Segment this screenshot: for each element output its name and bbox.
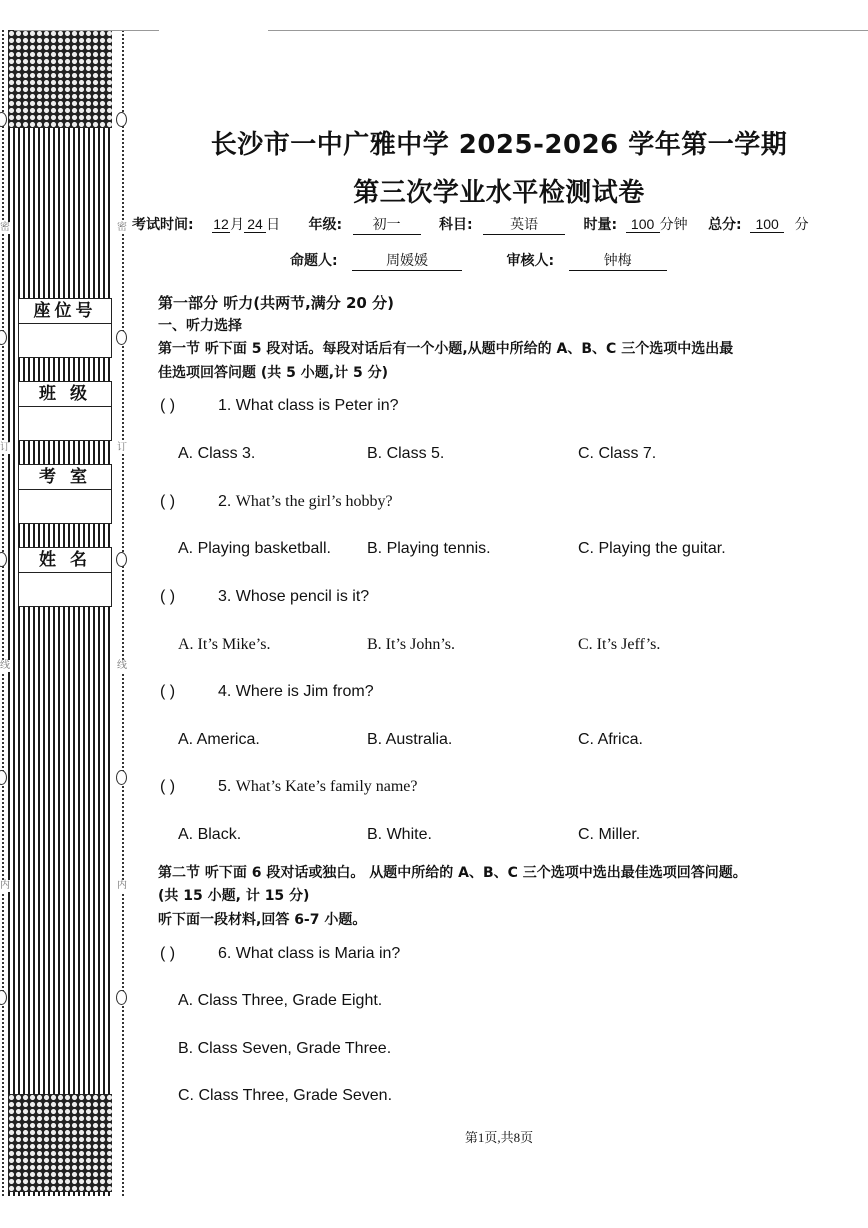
binding-hole [0, 112, 7, 127]
seal-char: 线 [0, 660, 10, 671]
seal-dotted-line [122, 30, 124, 1196]
section2-material-note: 听下面一段材料,回答 6-7 小题。 [158, 912, 367, 928]
exam-month: 12 [213, 216, 229, 232]
option-b: B. Class Seven, Grade Three. [178, 1040, 392, 1057]
exam-time-label: 考试时间: [132, 217, 194, 233]
binding-hole [0, 990, 7, 1005]
option-a: A. Class Three, Grade Eight. [178, 992, 383, 1009]
duration-value: 100 [626, 216, 660, 233]
option-c: C. Class Three, Grade Seven. [178, 1087, 393, 1104]
section2-instructions-cont: (共 15 小题, 计 15 分) [158, 888, 310, 904]
answer-bracket[interactable]: ( ) [160, 945, 176, 962]
grade-label: 年级: [308, 217, 343, 233]
exam-room-field[interactable] [19, 490, 111, 523]
question-number: 6. [218, 945, 232, 962]
binding-hole [116, 112, 127, 127]
option-a: A. Playing basketball. [178, 540, 331, 557]
section1-instructions-cont: 佳选项回答问题 (共 5 小题,计 5 分) [158, 365, 388, 381]
question-2 [160, 493, 393, 511]
option-c: C. Africa. [578, 731, 643, 748]
reviewer-value: 钟梅 [569, 250, 667, 271]
reviewer-label: 审核人: [506, 253, 555, 269]
subject-label: 科目: [439, 217, 473, 233]
question-number: 2. [218, 493, 232, 510]
duration-unit: 分钟 [659, 217, 688, 233]
author-row [290, 250, 667, 271]
class-label: 班 级 [19, 382, 111, 407]
exam-room-box[interactable] [18, 464, 112, 524]
question-1 [160, 397, 399, 415]
seat-number-label: 座位号 [19, 299, 111, 324]
option-b: B. It’s John’s. [367, 636, 456, 653]
name-box[interactable] [18, 547, 112, 607]
binding-pattern-top [8, 30, 112, 128]
section1-instructions: 第一节 听下面 5 段对话。每段对话后有一个小题,从题中所给的 A、B、C 三个选项中选出最 [158, 341, 734, 357]
page-footer: 第1页,共8页 [464, 1130, 534, 1145]
exam-title: 长沙市一中广雅中学 2025-2026 学年第一学期 [210, 130, 788, 160]
answer-bracket[interactable]: ( ) [160, 778, 176, 795]
section2-instructions: 第二节 听下面 6 段对话或独白。 从题中所给的 A、B、C 三个选项中选出最佳选项回答问题。 [158, 865, 747, 881]
answer-bracket[interactable]: ( ) [160, 588, 176, 605]
grade-value: 初一 [353, 214, 421, 235]
option-a: A. Black. [178, 826, 242, 843]
seat-number-field[interactable] [19, 324, 111, 357]
left-dotted-line [2, 30, 4, 1196]
score-unit: 分 [794, 217, 809, 233]
option-a: A. It’s Mike’s. [178, 636, 271, 653]
author-value: 周媛媛 [352, 250, 462, 271]
month-unit: 月 [230, 217, 245, 233]
option-a: A. America. [178, 731, 260, 748]
duration-label: 时量: [583, 217, 618, 233]
author-label: 命题人: [290, 253, 338, 269]
option-a: A. Class 3. [178, 445, 256, 462]
class-field[interactable] [19, 407, 111, 440]
question-5 [160, 778, 418, 796]
answer-bracket[interactable]: ( ) [160, 493, 176, 510]
exam-info-row [132, 214, 809, 235]
question-3 [160, 588, 369, 606]
score-label: 总分: [708, 217, 742, 233]
question-text: What class is Peter in? [235, 397, 399, 414]
option-b: B. Class 5. [367, 445, 445, 462]
option-b: B. Australia. [367, 731, 453, 748]
seal-char: 密 [117, 222, 127, 233]
question-4 [160, 683, 374, 701]
subject-value: 英语 [483, 214, 565, 235]
question-text: Whose pencil is it? [235, 588, 370, 605]
exam-subtitle: 第三次学业水平检测试卷 [353, 178, 645, 208]
question-text: What’s Kate’s family name? [235, 778, 418, 795]
question-text: What class is Maria in? [235, 945, 401, 962]
option-b: B. White. [367, 826, 432, 843]
seal-char: 内 [117, 880, 127, 891]
class-box[interactable] [18, 381, 112, 441]
option-c: C. Playing the guitar. [578, 540, 726, 557]
part1-subtitle: 一、听力选择 [158, 318, 242, 334]
question-number: 4. [218, 683, 232, 700]
part1-title: 第一部分 听力(共两节,满分 20 分) [158, 294, 394, 312]
seal-char: 内 [0, 880, 10, 891]
question-text: Where is Jim from? [235, 683, 374, 700]
exam-day: 24 [244, 216, 266, 233]
binding-pattern-bottom [8, 1094, 112, 1192]
score-value: 100 [750, 216, 784, 233]
exam-room-label: 考 室 [19, 465, 111, 490]
seal-char: 线 [117, 660, 127, 671]
option-b: B. Playing tennis. [367, 540, 491, 557]
option-c: C. Miller. [578, 826, 641, 843]
question-6 [160, 945, 400, 963]
top-rule [268, 30, 868, 31]
answer-bracket[interactable]: ( ) [160, 397, 176, 414]
question-text: What’s the girl’s hobby? [235, 493, 393, 510]
seal-char: 密 [0, 222, 10, 233]
option-c: C. Class 7. [578, 445, 657, 462]
binding-strip [8, 30, 112, 1196]
seat-number-box[interactable] [18, 298, 112, 358]
question-number: 5. [218, 778, 232, 795]
day-unit: 日 [266, 217, 281, 233]
name-label: 姓 名 [19, 548, 111, 573]
binding-hole [116, 770, 127, 785]
option-c: C. It’s Jeff’s. [578, 636, 661, 653]
name-field[interactable] [19, 573, 111, 606]
binding-hole [116, 330, 127, 345]
question-number: 1. [218, 397, 232, 414]
binding-hole [116, 552, 127, 567]
binding-hole [0, 552, 7, 567]
binding-hole [0, 330, 7, 345]
binding-hole [0, 770, 7, 785]
question-number: 3. [218, 588, 232, 605]
seal-char: 订 [0, 442, 10, 453]
top-rule [14, 30, 159, 31]
answer-bracket[interactable]: ( ) [160, 683, 176, 700]
seal-char: 订 [117, 442, 127, 453]
binding-hole [116, 990, 127, 1005]
